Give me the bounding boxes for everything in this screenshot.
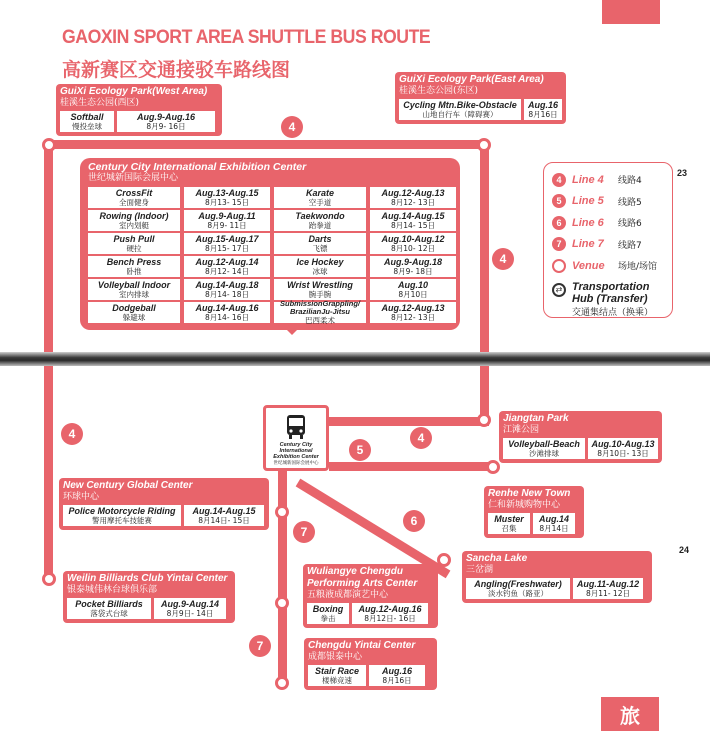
venue-name: Renhe New Town (488, 488, 571, 499)
legend-item-line-4: 4 Line 4 线路4 (552, 169, 664, 191)
event-cell: Rowing (Indoor) 室内划艇 (88, 210, 180, 231)
event-cell: Stair Race 楼梯竞速 (308, 665, 366, 686)
page-number-23: 23 (677, 168, 688, 178)
legend-item-venue: Venue 场地/场馆 (552, 255, 664, 277)
venue-stop-renhe[interactable] (486, 460, 500, 474)
event-cell: Taekwondo 跆拳道 (274, 210, 366, 231)
date-cell: Aug.10-Aug.13 8月10日- 13日 (588, 438, 658, 459)
route-line-5 (329, 462, 495, 471)
event-cell: Karate 空手道 (274, 187, 366, 208)
event-cell: Darts 飞镖 (274, 233, 366, 254)
venue-card-yintai[interactable] (304, 638, 437, 690)
line-badge-4: 4 (61, 423, 83, 445)
venue-name: Wuliangye Chengdu Performing Arts Center (307, 566, 418, 589)
page-number-24: 24 (679, 545, 690, 555)
date-cell: Aug.12-Aug.13 8月12- 13日 (370, 302, 456, 323)
route-line-4-top (48, 140, 488, 149)
venue-name-cn: 桂溪生态公园(东区) (399, 86, 479, 96)
venue-name: Century City International Exhibition Center (88, 161, 307, 173)
line-badge-7: 7 (249, 635, 271, 657)
route-line-4-right (480, 144, 489, 426)
date-cell: Aug.14-Aug.15 8月14日- 15日 (184, 505, 264, 526)
venue-name-cn: 三岔湖 (466, 565, 494, 575)
venue-name: Sancha Lake (466, 553, 528, 564)
date-cell: Aug.12-Aug.14 8月12- 14日 (184, 256, 270, 277)
event-cell: Bench Press 卧推 (88, 256, 180, 277)
line-badge-7: 7 (293, 521, 315, 543)
hub-label: Century City International Exhibition Center 世纪城新国际会展中心 (273, 442, 319, 466)
line-badge-4: 4 (492, 248, 514, 270)
event-cell: Volleyball Indoor 室内排球 (88, 279, 180, 300)
venue-card-renhe[interactable] (484, 486, 584, 538)
venue-name: Weilin Billiards Club Yintai Center (67, 573, 228, 584)
event-cell: Push Pull 硬拉 (88, 233, 180, 254)
date-cell: Aug.15-Aug.17 8月15- 17日 (184, 233, 270, 254)
venue-name: GuiXi Ecology Park(West Area) (60, 86, 208, 97)
venue-name-cn: 环球中心 (63, 492, 100, 502)
card-pointer (285, 328, 299, 335)
venue-ring-icon (552, 259, 566, 273)
route-line-7 (278, 471, 287, 686)
venue-stop-guixi-east[interactable] (477, 138, 491, 152)
date-cell: Aug.14-Aug.16 8月14- 16日 (184, 302, 270, 323)
line-badge-5: 5 (349, 439, 371, 461)
event-cell: SubmissionGrappling/ BrazilianJu-Jitsu 巴西柔术 (274, 302, 366, 323)
date-cell: Aug.16 8月16日 (369, 665, 425, 686)
venue-name-cn: 江滩公园 (503, 425, 540, 435)
top-right-corner-block (602, 0, 660, 24)
venue-name: GuiXi Ecology Park(East Area) (399, 74, 544, 85)
event-cell: Dodgeball 躲避球 (88, 302, 180, 323)
venue-name-cn: 成都银泰中心 (308, 652, 363, 662)
bus-icon (284, 414, 308, 440)
route-line-4-to-hub (329, 417, 484, 426)
event-cell: CrossFit 全面健身 (88, 187, 180, 208)
date-cell: Aug.9-Aug.11 8月9- 11日 (184, 210, 270, 231)
event-cell: Softball 慢投垒球 (60, 111, 114, 132)
date-cell: Aug.12-Aug.16 8月12日- 16日 (352, 603, 428, 624)
venue-card-weilin[interactable] (63, 571, 235, 623)
venue-stop-yintai[interactable] (275, 676, 289, 690)
venue-name: New Century Global Center (63, 480, 193, 491)
event-cell: Police Motorcycle Riding 警用摩托车技能赛 (63, 505, 181, 526)
date-cell: Aug.10 8月10日 (370, 279, 456, 300)
venue-name-cn: 世纪城新国际会展中心 (88, 173, 179, 183)
page-title-cn: 高新赛区交通接驳车路线图 (62, 59, 291, 81)
date-cell: Aug.14-Aug.18 8月14- 18日 (184, 279, 270, 300)
venue-card-wuliangye[interactable] (303, 564, 438, 628)
event-cell: Angling(Freshwater) 淡水钓鱼（路亚） (466, 578, 570, 599)
date-cell: Aug.13-Aug.15 8月13- 15日 (184, 187, 270, 208)
venue-name-cn: 五粮液成都演艺中心 (307, 590, 389, 600)
venue-name-cn: 仁和新城购物中心 (488, 500, 561, 510)
date-cell: Aug.16 8月16日 (524, 99, 562, 120)
date-cell: Aug.9-Aug.16 8月9- 16日 (117, 111, 215, 132)
page-fold-divider (0, 352, 710, 366)
line-badge-4: 4 (410, 427, 432, 449)
page-title-en: GAOXIN SPORT AREA SHUTTLE BUS ROUTE (62, 27, 431, 48)
venue-stop-weilin[interactable] (42, 572, 56, 586)
venue-stop-wuliangye[interactable] (275, 596, 289, 610)
date-cell: Aug.14 8月14日 (533, 513, 575, 534)
event-cell: Cycling Mtn.Bike-Obstacle 山地自行车（障碍赛） (399, 99, 521, 120)
venue-card-guixi-east[interactable] (395, 72, 566, 124)
venue-card-jiangtan[interactable] (499, 411, 662, 463)
venue-name-cn: 银泰城伟林台球俱乐部 (67, 585, 158, 595)
venue-stop-jiangtan[interactable] (477, 413, 491, 427)
event-cell: Ice Hockey 冰球 (274, 256, 366, 277)
venue-name: Chengdu Yintai Center (308, 640, 416, 651)
date-cell: Aug.9-Aug.18 8月9- 18日 (370, 256, 456, 277)
date-cell: Aug.11-Aug.12 8月11- 12日 (573, 578, 643, 599)
bottom-right-corner-block (601, 697, 659, 731)
legend-item-line-6: 6 Line 6 线路6 (552, 212, 664, 234)
event-cell: Muster 召集 (488, 513, 530, 534)
legend-item-line-5: 5 Line 5 线路5 (552, 191, 664, 213)
date-cell: Aug.12-Aug.13 8月12- 13日 (370, 187, 456, 208)
event-cell: Boxing 拳击 (307, 603, 349, 624)
date-cell: Aug.9-Aug.14 8月9日- 14日 (154, 598, 226, 619)
venue-name-cn: 桂溪生态公园(西区) (60, 98, 140, 108)
venue-card-guixi-west[interactable] (56, 84, 222, 136)
venue-stop-new-century[interactable] (275, 505, 289, 519)
legend-item-hub: ⇄ Transportation Hub (Transfer) 交通集结点（换乘） (552, 281, 664, 318)
transfer-icon: ⇄ (552, 283, 566, 297)
event-cell: Pocket Billiards 落袋式台球 (67, 598, 151, 619)
corner-glyph: 旅 (620, 703, 640, 728)
venue-stop-guixi-west[interactable] (42, 138, 56, 152)
venue-card-sancha[interactable] (462, 551, 652, 603)
event-grid (88, 187, 452, 323)
transport-hub-century-city[interactable] (263, 405, 329, 471)
legend (543, 162, 673, 318)
venue-card-century-city[interactable] (80, 158, 460, 330)
legend-item-line-7: 7 Line 7 线路7 (552, 234, 664, 256)
date-cell: Aug.10-Aug.12 8月10- 12日 (370, 233, 456, 254)
event-cell: Volleyball-Beach 沙滩排球 (503, 438, 585, 459)
venue-stop-sancha[interactable] (437, 553, 451, 567)
venue-name: Jiangtan Park (503, 413, 569, 424)
event-cell: Wrist Wrestling 腕手腕 (274, 279, 366, 300)
venue-card-new-century[interactable] (59, 478, 269, 530)
line-badge-6: 6 (403, 510, 425, 532)
line-badge-4: 4 (281, 116, 303, 138)
date-cell: Aug.14-Aug.15 8月14- 15日 (370, 210, 456, 231)
